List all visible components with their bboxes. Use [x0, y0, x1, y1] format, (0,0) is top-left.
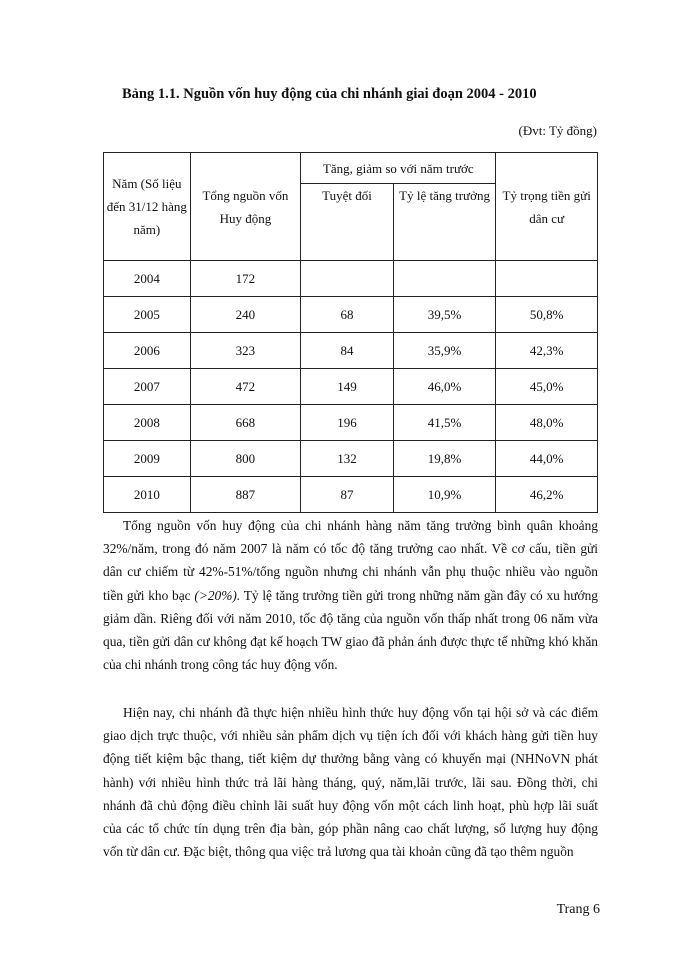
header-change-group: Tăng, giảm so với năm trước — [301, 153, 496, 184]
cell-year: 2009 — [104, 441, 191, 477]
cell-absolute: 87 — [301, 477, 394, 513]
cell-rate: 35,9% — [393, 333, 496, 369]
cell-absolute — [301, 261, 394, 297]
table-row — [104, 441, 598, 477]
cell-year: 2005 — [104, 297, 191, 333]
paragraph-summary-text-end: Tỷ lệ tăng trưởng tiền gửi trong những năm gần đây có xu hướng giảm dần. Riêng đối với năm 2010, tốc độ tăng của nguồn vốn thấp nhất trong 06 năm vừa qua, tiền gửi dân cư không đạt kế hoạch TW giao đã phản ánh được thực tế những khó khăn của chi nhánh trong công tác huy động vốn. — [103, 587, 598, 673]
cell-year: 2004 — [104, 261, 191, 297]
cell-absolute: 196 — [301, 405, 394, 441]
table-row — [104, 333, 598, 369]
capital-table — [103, 152, 598, 513]
cell-share: 46,2% — [496, 477, 598, 513]
table-title: Bảng 1.1. Nguồn vốn huy động của chi nhánh giai đoạn 2004 - 2010 — [122, 86, 537, 102]
cell-share: 44,0% — [496, 441, 598, 477]
cell-total: 172 — [190, 261, 301, 297]
page-number: Trang 6 — [556, 902, 600, 917]
cell-total: 800 — [190, 441, 301, 477]
cell-total: 887 — [190, 477, 301, 513]
header-share: Tỷ trọng tiền gửi dân cư — [496, 153, 598, 261]
cell-rate: 10,9% — [393, 477, 496, 513]
header-absolute: Tuyệt đối — [301, 184, 394, 261]
header-growth-rate: Tỷ lệ tăng trưởng — [393, 184, 496, 261]
cell-share: 48,0% — [496, 405, 598, 441]
cell-year: 2010 — [104, 477, 191, 513]
cell-rate: 19,8% — [393, 441, 496, 477]
cell-total: 472 — [190, 369, 301, 405]
cell-rate: 39,5% — [393, 297, 496, 333]
table-row — [104, 405, 598, 441]
cell-year: 2008 — [104, 405, 191, 441]
header-total: Tổng nguồn vốn Huy động — [190, 153, 301, 261]
cell-rate — [393, 261, 496, 297]
paragraph-summary-text: Tổng nguồn vốn huy động của chi nhánh hàng năm tăng trưởng bình quân khoảng 32%/năm, trong đó năm 2007 là năm có tốc độ tăng trưởng cao nhất. Về cơ cấu, tiền gửi dân cư chiếm từ 42%-51%/tổng nguồn nhưng chi nhánh vẫn phụ thuộc nhiều vào nguồn tiền gửi kho bạc — [103, 518, 598, 603]
cell-share: 50,8% — [496, 297, 598, 333]
table-row — [104, 297, 598, 333]
cell-total: 323 — [190, 333, 301, 369]
cell-share — [496, 261, 598, 297]
cell-rate: 46,0% — [393, 369, 496, 405]
table-row — [104, 477, 598, 513]
paragraph-summary-italic: (>20%). — [194, 587, 241, 603]
cell-absolute: 68 — [301, 297, 394, 333]
cell-share: 45,0% — [496, 369, 598, 405]
paragraph-summary — [103, 514, 598, 676]
cell-year: 2006 — [104, 333, 191, 369]
cell-rate: 41,5% — [393, 405, 496, 441]
cell-absolute: 84 — [301, 333, 394, 369]
unit-label: (Đvt: Tỷ đồng) — [518, 123, 597, 138]
paragraph-methods: Hiện nay, chi nhánh đã thực hiện nhiều hình thức huy động vốn tại hội sở và các điểm giao dịch trực thuộc, với nhiều sản phẩm dịch vụ tiện ích đối với khách hàng gửi tiền huy động tiết kiệm bậc thang, tiết kiệm dự thưởng bằng vàng có khuyến mại (NHNoVN phát hành) với nhiều hình thức trả lãi hàng tháng, quý, năm,lãi trước, lãi sau. Đồng thời, chi nhánh đã chủ động điều chỉnh lãi suất huy động vốn một cách linh hoạt, phù hợp lãi suất của các tổ chức tín dụng trên địa bàn, góp phần nâng cao chất lượng, số lượng huy động vốn từ dân cư. Đặc biệt, thông qua việc trả lương qua tài khoản cũng đã tạo thêm nguồn — [103, 705, 598, 860]
header-year: Năm (Số liệu đến 31/12 hàng năm) — [104, 153, 191, 261]
table-row — [104, 369, 598, 405]
cell-share: 42,3% — [496, 333, 598, 369]
table-row — [104, 261, 598, 297]
cell-absolute: 149 — [301, 369, 394, 405]
cell-total: 240 — [190, 297, 301, 333]
cell-total: 668 — [190, 405, 301, 441]
cell-absolute: 132 — [301, 441, 394, 477]
cell-year: 2007 — [104, 369, 191, 405]
